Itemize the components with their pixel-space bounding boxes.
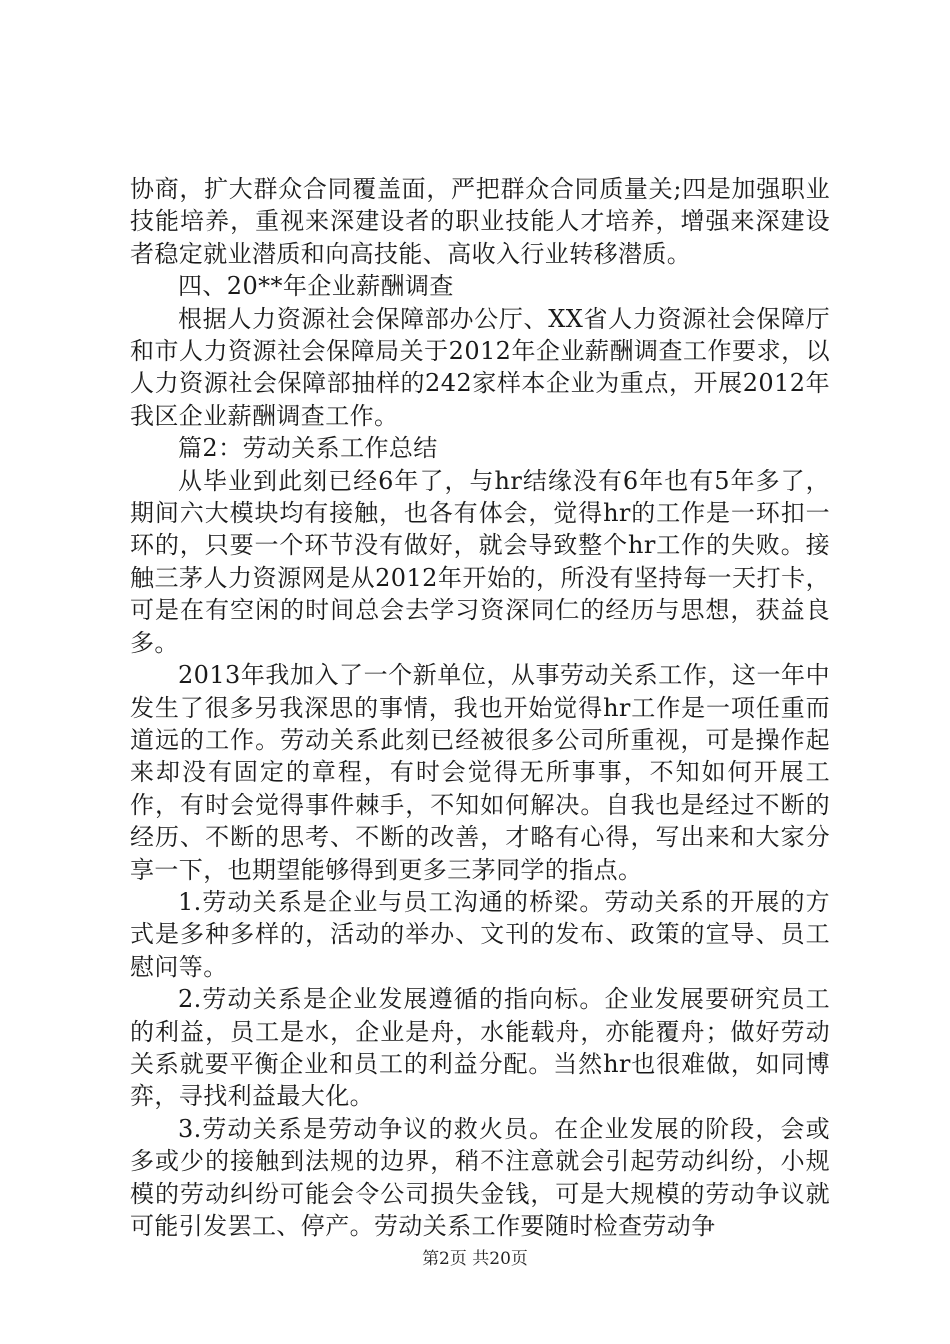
document-body — [130, 173, 830, 1242]
page-number-footer: 第2页 共20页 — [422, 1249, 528, 1269]
article-title: 篇2：劳动关系工作总结 — [178, 434, 438, 463]
list-item: 3.劳动关系是劳动争议的救火员。在企业发展的阶段，会或多或少的接触到法规的边界，稍不注意就会引起劳动纠纷，小规模的劳动纠纷可能会令公司损失金钱，可是大规模的劳动争议就可能引发罢工、停产。劳动关系工作要随时检查劳动争 — [130, 1114, 830, 1240]
list-item: 2.劳动关系是企业发展遵循的指向标。企业发展要研究员工的利益，员工是水，企业是舟，水能载舟，亦能覆舟；做好劳动关系就要平衡企业和员工的利益分配。当然hr也很难做，如同博弈，寻找利益最大化。 — [130, 985, 830, 1111]
paragraph: 根据人力资源社会保障部办公厅、XX省人力资源社会保障厅和市人力资源社会保障局关于2012年企业薪酬调查工作要求，以人力资源社会保障部抽样的242家样本企业为重点，开展2012年我区企业薪酬调查工作。 — [130, 304, 830, 430]
paragraph: 从毕业到此刻已经6年了，与hr结缘没有6年也有5年多了，期间六大模块均有接触，也各有体会，觉得hr的工作是一环扣一环的，只要一个环节没有做好，就会导致整个hr工作的失败。接触三茅人力资源网是从2012年开始的，所没有坚持每一天打卡，可是在有空闲的时间总会去学习资深同仁的经历与思想，获益良多。 — [130, 466, 830, 657]
paragraph: 协商，扩大群众合同覆盖面，严把群众合同质量关;四是加强职业技能培养，重视来深建设者的职业技能人才培养，增强来深建设者稳定就业潜质和向高技能、高收入行业转移潜质。 — [130, 175, 830, 268]
section-heading: 四、20**年企业薪酬调查 — [178, 272, 454, 301]
list-item: 1.劳动关系是企业与员工沟通的桥梁。劳动关系的开展的方式是多种多样的，活动的举办、文刊的发布、政策的宣导、员工慰问等。 — [130, 887, 830, 981]
paragraph: 2013年我加入了一个新单位，从事劳动关系工作，这一年中发生了很多另我深思的事情，我也开始觉得hr工作是一项任重而道远的工作。劳动关系此刻已经被很多公司所重视，可是操作起来却没有固定的章程，有时会觉得无所事事，不知如何开展工作，有时会觉得事件棘手，不知如何解决。自我也是经过不断的经历、不断的思考、不断的改善，才略有心得，写出来和大家分享一下，也期望能够得到更多三茅同学的指点。 — [130, 661, 830, 884]
